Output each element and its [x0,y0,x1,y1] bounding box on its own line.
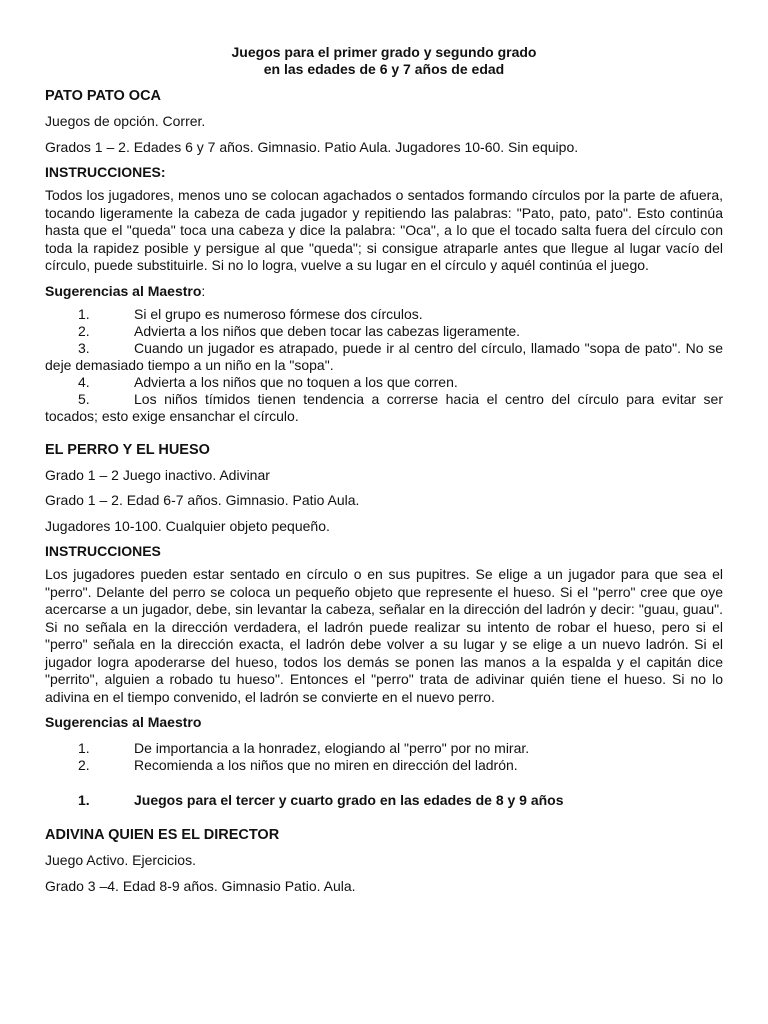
list-item-number: 3. [78,339,90,356]
list-item-number: 2. [78,757,90,773]
numbered-heading-text: Juegos para el tercer y cuarto grado en las edades de 8 y 9 años [134,792,564,808]
section-heading-adivina-quien-es-el-director: ADIVINA QUIEN ES EL DIRECTOR [45,827,280,843]
section1-suggestions-heading [45,283,723,300]
list-item-text: Cuando un jugador es atrapado, puede ir al centro del círculo, llamado "sopa de pato". No se deje demasiado tiempo a un niño en la "sopa". [45,339,723,373]
section1-line-1: Juegos de opción. Correr. [45,113,206,129]
section2-line-2: Grado 1 – 2. Edad 6-7 años. Gimnasio. Patio Aula. [45,492,360,508]
list-item-number: 1. [78,740,90,756]
section1-instructions-text: Todos los jugadores, menos uno se colocan agachados o sentados formando círculos por la parte de afuera, tocando ligeramente la cabeza de cada jugador y repitiendo las palabras: "Pato, pato, pato". Esto continúa hasta que el "queda" toca una cabeza y dice la palabra: "Oca", a lo que el tocado salta fuera del círculo con toda la rapidez posible y persigue al que "queda"; si consigue atraparle antes que llegue al lugar vacío del círculo, puede substituirle. Si no lo logra, vuelve a su lugar en el círculo y aquél continúa el juego. [45,187,723,273]
section2-instructions-text: Los jugadores pueden estar sentado en círculo o en sus pupitres. Se elige a un jugador para que sea el "perro". Delante del perro se coloca un pequeño objeto que represente el hueso. Si el "perro" cree que oye acercarse a un jugador, debe, sin levantar la cabeza, señalar en la dirección del ladrón y decir: "guau, guau". Si no señala en la dirección verdadera, el ladrón puede realizar su intento de robar el hueso, pero si el "perro" señala en la dirección exacta, el ladrón debe volver a su lugar y se elige a un nuevo ladrón. Si el jugador logra apoderarse del hueso, todos los demás se ponen las manos a la espalda y el capitán dice "perrito", alguien a robado tu hueso". Entonces el "perro" trata de adivinar quién tiene el hueso. Si no lo adivina en el tiempo convenido, el ladrón se convierte en el nuevo perro. [45,566,723,705]
section2-line-3: Jugadores 10-100. Cualquier objeto pequeño. [45,517,330,534]
section1-instructions-label: INSTRUCCIONES: [45,164,166,180]
numbered-section-heading [45,792,723,809]
section1-suggestions-list [45,306,723,425]
list-item-text: Si el grupo es numeroso fórmese dos círculos. [134,305,423,322]
list-item-text: De importancia a la honradez, elogiando al "perro" por no mirar. [134,740,530,756]
document-page [45,44,723,895]
section2-suggestions-list [45,740,723,774]
section1-suggestions-label: Sugerencias al Maestro [45,282,202,299]
list-item-number: 1. [78,305,90,322]
section3-line-1: Juego Activo. Ejercicios. [45,852,196,868]
list-item [45,340,723,374]
title-line-1: Juegos para el primer grado y segundo grado [231,44,537,60]
list-item [45,306,723,323]
list-item [45,757,723,774]
numbered-heading-number: 1. [78,792,90,808]
list-item-text: Los niños tímidos tienen tendencia a correrse hacia el centro del círculo para evitar ser tocados; esto exige ensanchar el círculo. [45,390,723,424]
section-heading-pato-pato-oca: PATO PATO OCA [45,88,162,104]
document-title [45,44,723,78]
list-item-text: Recomienda a los niños que no miren en dirección del ladrón. [134,757,518,773]
list-item [45,740,723,757]
list-item [45,391,723,425]
title-line-2: en las edades de 6 y 7 años de edad [263,61,505,77]
section-heading-el-perro-y-el-hueso: EL PERRO Y EL HUESO [45,441,210,458]
list-item-number: 4. [78,373,90,390]
section2-line-1: Grado 1 – 2 Juego inactivo. Adivinar [45,466,270,483]
section2-suggestions-label: Sugerencias al Maestro [45,714,202,730]
section1-suggestions-colon: : [201,282,206,299]
list-item-number: 2. [78,322,90,339]
section1-line-2: Grados 1 – 2. Edades 6 y 7 años. Gimnasio. Patio Aula. Jugadores 10-60. Sin equipo. [45,138,579,155]
list-item [45,323,723,340]
list-item [45,374,723,391]
section2-instructions-label: INSTRUCCIONES [45,543,161,559]
list-item-number: 5. [78,390,90,407]
list-item-text: Advierta a los niños que no toquen a los que corren. [134,373,458,390]
section3-line-2: Grado 3 –4. Edad 8-9 años. Gimnasio Patio. Aula. [45,877,356,894]
list-item-text: Advierta a los niños que deben tocar las cabezas ligeramente. [134,322,521,339]
